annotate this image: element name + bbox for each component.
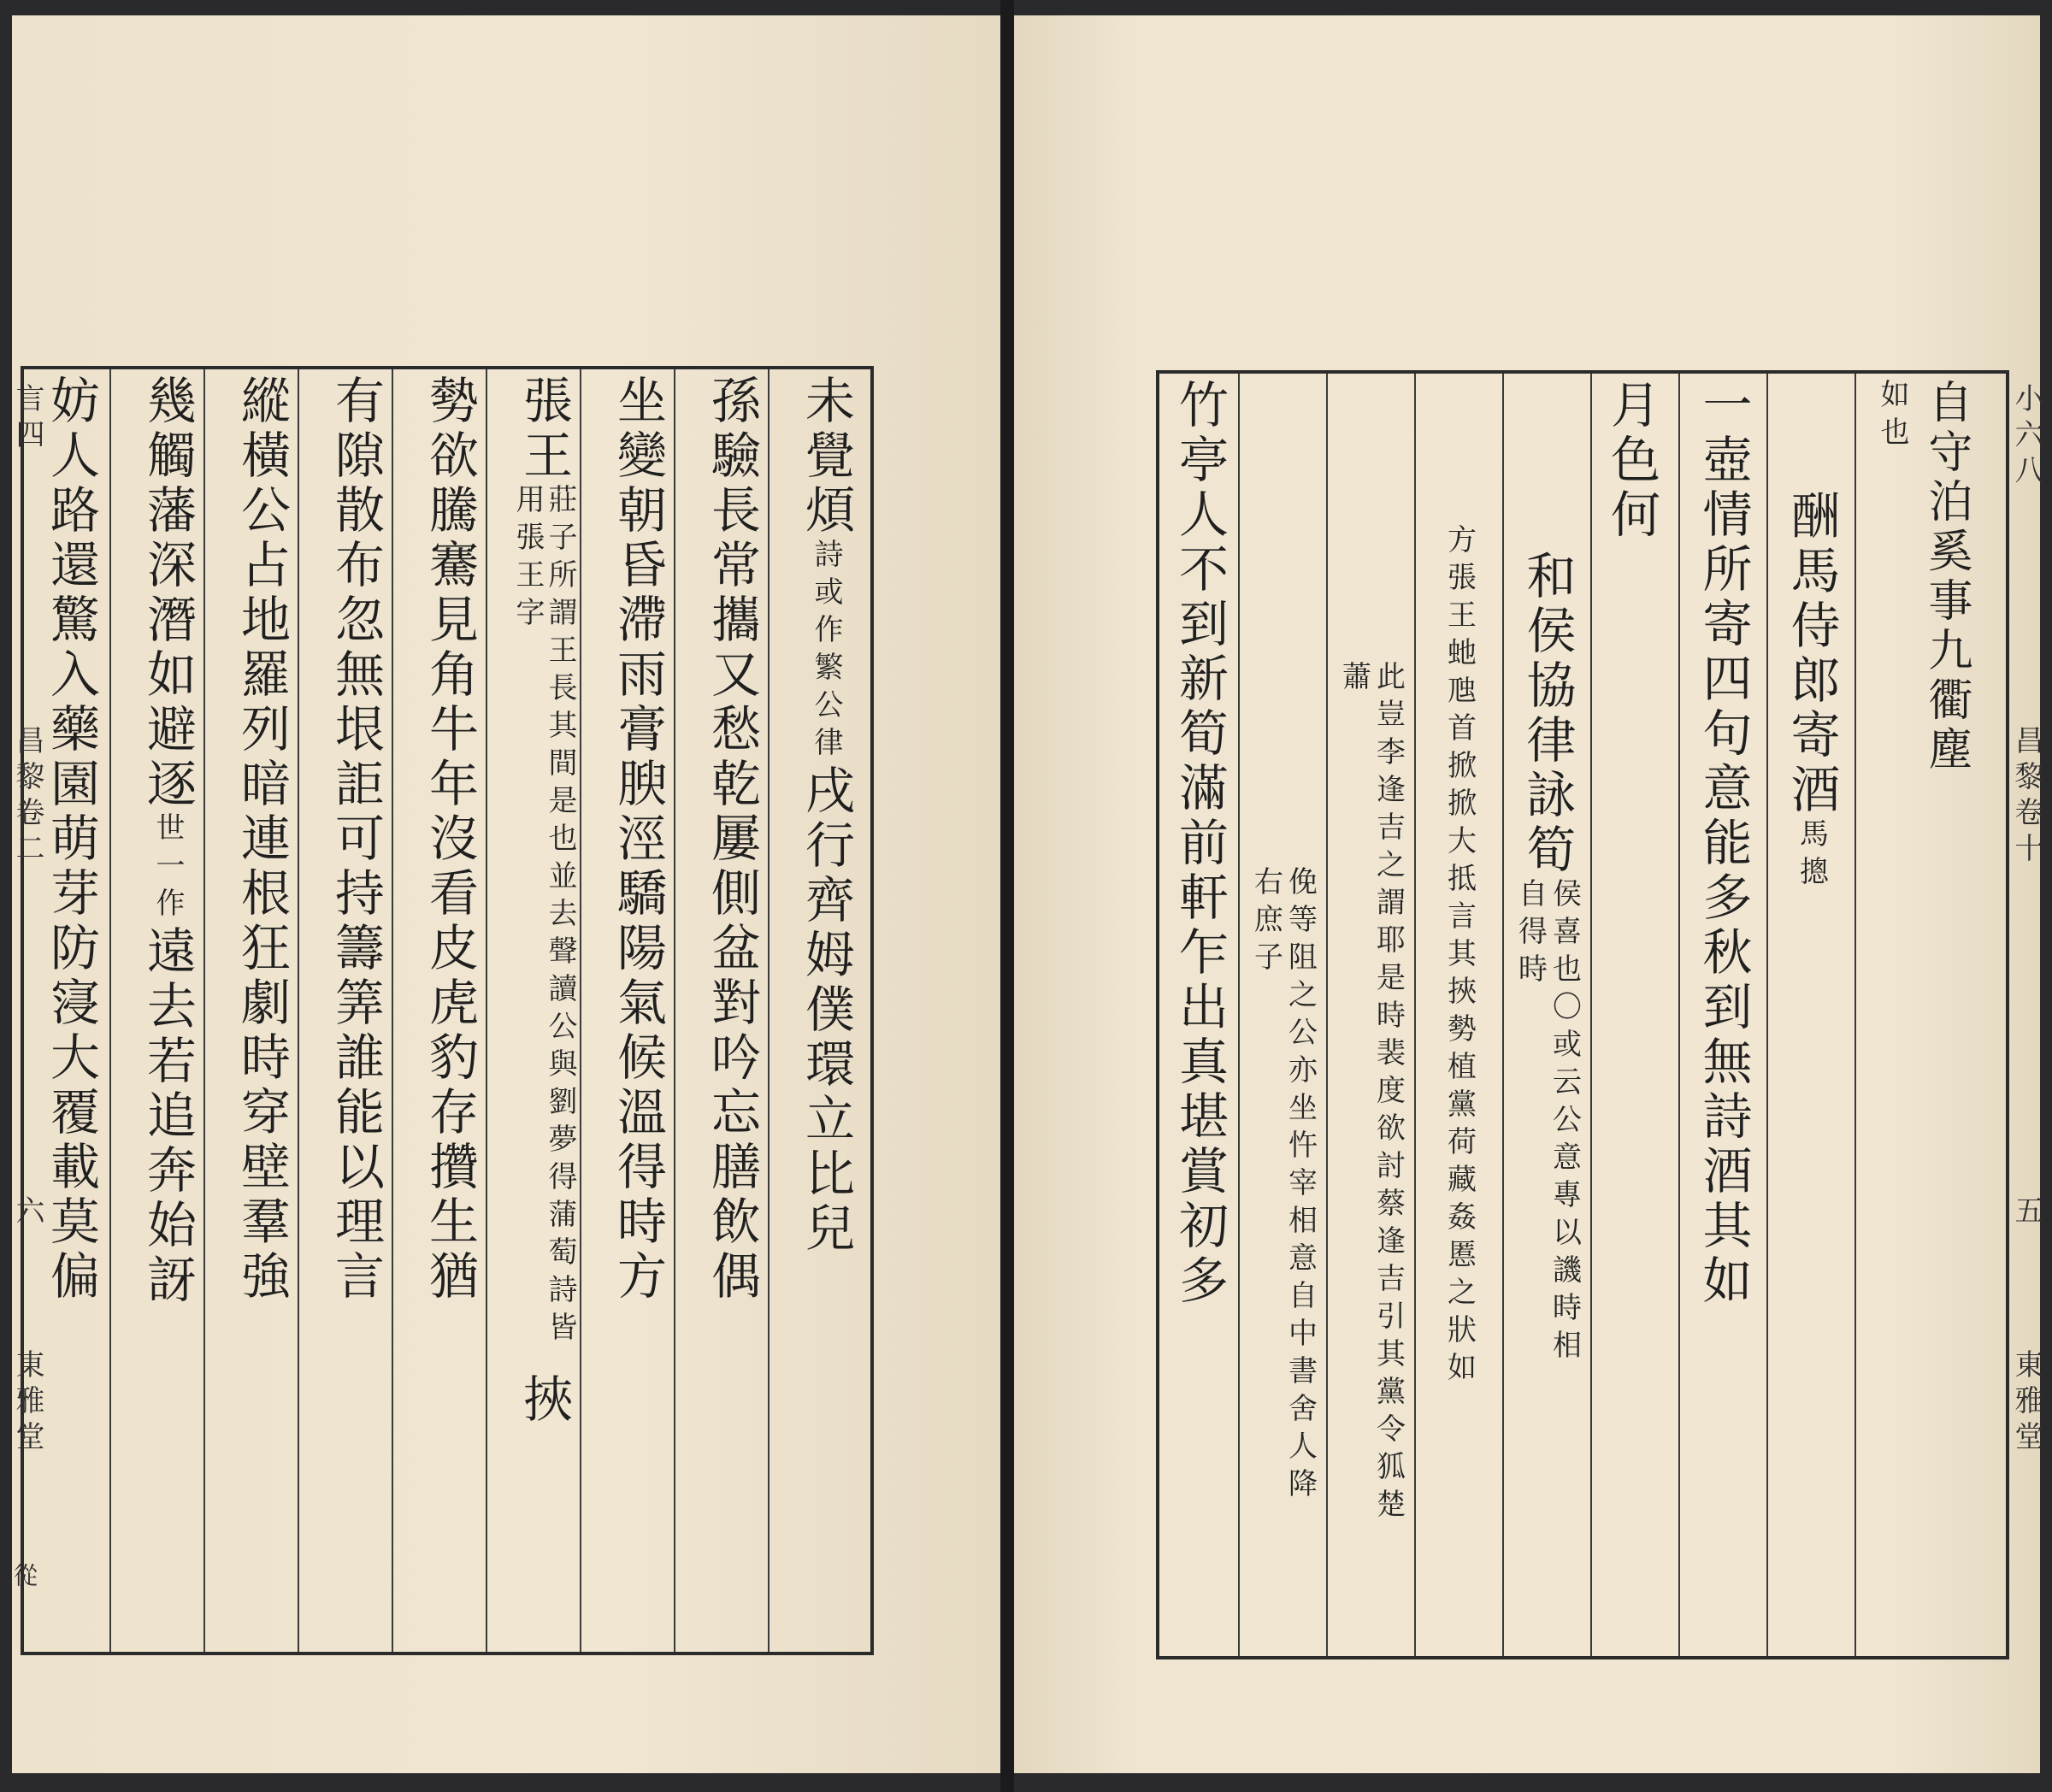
publisher-label: 東雅堂	[2009, 1349, 2043, 1457]
text-column-7	[223, 374, 300, 1647]
column-main-text: 孫驗長常攜又愁乾屢側盆對吟忘膳飲偶	[703, 374, 761, 1305]
folio-title: 昌黎卷二	[10, 725, 44, 869]
column-main-text: 月色何	[1602, 379, 1660, 543]
text-column-4	[505, 374, 582, 1647]
column-rule	[1854, 374, 1856, 1656]
column-main-text: 自守泊奚事九衢塵	[1920, 379, 1972, 775]
publisher-label: 東雅堂	[10, 1349, 44, 1457]
column-main-text: 竹亭人不到新筍滿前軒乍出真堪賞初多	[1170, 379, 1229, 1309]
folio-top-label: 小六八	[2009, 383, 2043, 491]
left-page	[12, 15, 1000, 1773]
book-gutter	[1000, 0, 1014, 1792]
text-column-1	[787, 374, 864, 1647]
text-column-2	[693, 374, 770, 1647]
column-rule	[1326, 374, 1328, 1656]
text-column-4	[1595, 379, 1676, 1651]
column-commentary: 如也	[1875, 379, 1909, 454]
column-commentary: 詩或作繁公律	[809, 539, 843, 764]
column-main-text: 坐變朝昏滯雨膏腴涇驕陽氣候溫得時方	[609, 374, 667, 1305]
text-column-6	[317, 374, 394, 1647]
column-commentary: 方張王虵虺首掀掀大抵言其挾勢植黨荷藏姦慝之狀如	[1442, 524, 1477, 1389]
column-main-text: 和侯協律詠筍	[1518, 550, 1577, 878]
text-column-5	[411, 374, 488, 1647]
column-commentary: 此豈李逢吉之謂耶是時裴度欲討蔡逢吉引其黨令狐楚蕭	[1336, 661, 1406, 1526]
column-commentary: 馬摠	[1794, 818, 1829, 893]
text-column-2	[1771, 379, 1852, 1651]
column-main-text: 勢欲騰騫見角牛年沒看皮虎豹存攢生猶	[421, 374, 479, 1305]
folio-top-label: 言四	[10, 383, 44, 455]
column-main-text: 幾觸藩深潛如避逐	[139, 374, 197, 812]
text-column-5	[1507, 379, 1588, 1651]
column-commentary: 莊子所謂王長其間是也並去聲讀公與劉夢得蒲萄詩皆用張王字	[510, 484, 577, 1349]
right-page	[1014, 15, 2043, 1773]
column-main-text: 張王	[515, 374, 573, 484]
text-column-7	[1330, 379, 1412, 1651]
column-commentary: 世一作	[150, 812, 185, 925]
column-main-text: 酬馬侍郎寄酒	[1782, 490, 1841, 818]
column-main-text: 挾	[515, 1373, 573, 1428]
folio-foot-label: 從	[10, 1563, 38, 1594]
column-commentary: 俛等阻之公亦坐忤宰相意自中書舍人降右庶子	[1248, 866, 1318, 1506]
text-column-9	[1161, 379, 1238, 1651]
right-text-frame	[1156, 370, 2009, 1659]
text-column-6	[1418, 379, 1500, 1651]
column-rule	[1502, 374, 1504, 1656]
column-main-text: 有隙散布忽無垠詎可持籌筭誰能以理言	[327, 374, 385, 1305]
column-main-text: 遠去若追奔始訝	[139, 925, 197, 1308]
column-main-text: 一壺情所寄四句意能多秋到無詩酒其如	[1694, 379, 1753, 1309]
text-column-8	[129, 374, 206, 1647]
column-rule	[1678, 374, 1680, 1656]
column-rule	[1766, 374, 1768, 1656]
folio-page-number: 五	[2009, 1195, 2043, 1231]
column-main-text: 戌行齊姆僕環立比兒	[797, 764, 855, 1257]
column-main-text: 妨人路還驚入藥園萌芽防寖大覆載莫偏	[42, 374, 100, 1305]
column-rule	[1414, 374, 1416, 1656]
left-text-frame	[21, 366, 874, 1655]
folio-page-number: 六	[10, 1195, 44, 1231]
column-main-text: 未覺煩	[797, 374, 855, 539]
text-column-3	[1683, 379, 1764, 1651]
text-column-3	[599, 374, 676, 1647]
folio-title: 昌黎卷十	[2009, 725, 2043, 869]
column-rule	[1238, 374, 1240, 1656]
column-main-text: 縱橫公占地羅列暗連根狂劇時穿壁羣強	[233, 374, 291, 1305]
text-column-8	[1242, 379, 1324, 1651]
column-rule	[1590, 374, 1592, 1656]
column-commentary: 侯喜也〇或云公意專以譏時相自得時	[1512, 878, 1582, 1367]
column-rule	[109, 369, 111, 1652]
text-column-1	[1860, 379, 1997, 1651]
